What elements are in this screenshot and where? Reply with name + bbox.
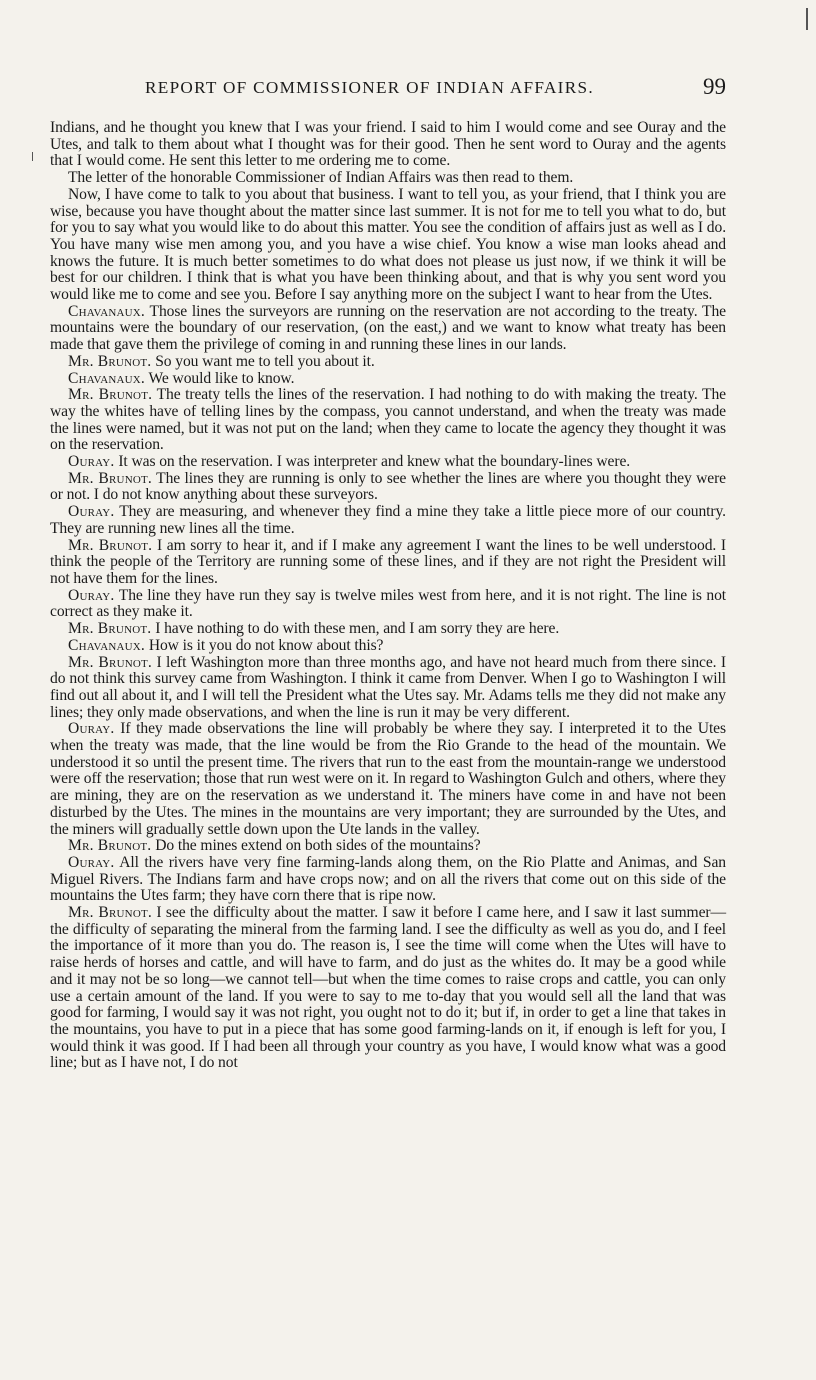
paragraph-text: I left Washington more than three months ago, and have not heard much from there since. I do not think this survey came from Washington. I think it came from Denver. When I go to Washington I will find out all about it, and I will tell the President what the Utes say. Mr. Adams tells me they did not make any lines; they only made observations, and when the line is run it may be very different. xyxy=(50,653,726,721)
paragraph-5 xyxy=(50,371,726,388)
paragraph-text: All the rivers have very fine farming-lands along them, on the Rio Platte and Animas, and San Miguel Rivers. The Indians farm and have crops now; and on all the rivers that come out on this side of the mountains the Utes farm; they have corn there that is ripe now. xyxy=(50,853,726,905)
page-header xyxy=(50,74,726,104)
paragraph-text: I am sorry to hear it, and if I make any agreement I want the lines to be well understood. I think the people of the Territory are running some of these lines, and if they are not right the President will not have them for the lines. xyxy=(50,536,726,587)
paragraph-text: So you want me to tell you about it. xyxy=(155,352,375,370)
speaker-name: Mr. Brunot. xyxy=(68,904,152,922)
paragraph-text: I have nothing to do with these men, and I am sorry they are here. xyxy=(155,620,560,638)
paragraph-text: If they made observations the line will probably be where they say. I interpreted it to the Utes when the treaty was made, that the line would be from the Rio Grande to the head of the mountain. We understood it so until the present time. The rivers that run to the east from the mountain-range we understood were off the reservation; those that run west were on it. In regard to Washington Gulch and others, where they are mining, they are on the reservation as we understand it. The miners have come in and have not been disturbed by the Utes. The mines in the mountains are very important; they are surrounded by the Utes, and the miners will gradually settle down upon the Ute lands in the valley. xyxy=(50,720,726,838)
paragraph-12 xyxy=(50,621,726,638)
speaker-name: Ouray. xyxy=(68,586,115,604)
scan-edge-mark-top xyxy=(806,8,808,30)
document-page xyxy=(50,74,726,1072)
speaker-name: Mr. Brunot. xyxy=(68,352,152,370)
speaker-name: Mr. Brunot. xyxy=(68,386,153,404)
paragraph-9 xyxy=(50,504,726,537)
paragraph-text: The line they have run they say is twelve miles west from here, and it is not right. The line is not correct as they make it. xyxy=(50,586,726,621)
paragraph-text: The lines they are running is only to see whether the lines are where you thought they were or not. I do not know anything about these surveyors. xyxy=(50,469,726,504)
speaker-name: Ouray. xyxy=(68,453,115,471)
speaker-name: Mr. Brunot. xyxy=(68,653,153,671)
scan-edge-mark-margin xyxy=(32,152,33,161)
paragraph-1 xyxy=(50,170,726,187)
paragraph-13 xyxy=(50,638,726,655)
paragraph-text: The treaty tells the lines of the reservation. I had nothing to do with making the treaty. The way the whites have of telling lines by the compass, you cannot understand, and when the treaty was made the lines were named, but it was not put on the land; when they came to locate the agency they thought it was on the reservation. xyxy=(50,386,726,454)
paragraph-11 xyxy=(50,588,726,621)
paragraph-4 xyxy=(50,354,726,371)
paragraph-10 xyxy=(50,538,726,588)
paragraph-2 xyxy=(50,187,726,304)
speaker-name: Chavanaux. xyxy=(68,636,146,654)
paragraph-8 xyxy=(50,471,726,504)
speaker-name: Mr. Brunot. xyxy=(68,837,152,855)
paragraph-text: Now, I have come to talk to you about that business. I want to tell you, as your friend, that I think you are wise, because you have thought about the matter since last summer. It is not for me to tell you what to do, but for you to say what you would like to do about this matter. You see the condition of affairs just as well as I do. You have many wise men among you, and you have a wise chief. You know a wise man looks ahead and knows the future. It is much better sometimes to do what does not please us just now, if we think it will be best for our children. I think that is what you have been thinking about, and that is why you sent word you would like me to come and see you. Before I say anything more on the subject I want to hear from the Utes. xyxy=(50,185,726,304)
speaker-name: Chavanaux. xyxy=(68,302,146,320)
paragraph-text: It was on the reservation. I was interpreter and knew what the boundary-lines were. xyxy=(118,453,631,471)
paragraph-text: Those lines the surveyors are running on the reservation are not according to the treaty. The mountains were the boundary of our reservation, (on the east,) and we want to know what treaty has been made that gave them the privilege of coming in and running these lines in our lands. xyxy=(50,302,726,354)
paragraph-17 xyxy=(50,855,726,905)
speaker-name: Ouray. xyxy=(68,503,115,521)
paragraph-text: They are measuring, and whenever they find a mine they take a little piece more of our country. They are running new lines all the time. xyxy=(50,503,726,537)
paragraph-text: How is it you do not know about this? xyxy=(148,636,384,654)
speaker-name: Mr. Brunot. xyxy=(68,536,153,554)
paragraph-16 xyxy=(50,838,726,855)
paragraph-6 xyxy=(50,387,726,454)
paragraph-3 xyxy=(50,304,726,354)
speaker-name: Mr. Brunot. xyxy=(68,469,152,487)
speaker-name: Ouray. xyxy=(68,853,115,871)
paragraph-7 xyxy=(50,454,726,471)
paragraph-14 xyxy=(50,655,726,722)
paragraph-text: The letter of the honorable Commissioner of Indian Affairs was then read to them. xyxy=(68,169,574,187)
page-number: 99 xyxy=(703,74,726,99)
paragraph-text: I see the difficulty about the matter. I saw it before I came here, and I saw it last summer—the difficulty of separating the mineral from the farming land. I see the difficulty as well as you do, and I feel the importance of it more than you do. The reason is, I see the time will come when the Utes will have to raise herds of horses and cattle, and will have to farm, and do just as the whites do. It may be a good while and it may not be so long—we cannot tell—but when the time comes to raise crops and cattle, you can only use a certain amount of the land. If you were to say to me to-day that you would sell all the land that was good for farming, I would say it was not right, you ought not to do it; but if, in order to get a line that takes in the mountains, you have to put in a piece that has some good farming-lands on it, if enough is left for you, I would think it was good. If I had been all through your country as you have, I would know what was a good line; but as I have not, I do not xyxy=(50,904,726,1072)
body-text xyxy=(50,120,726,1072)
paragraph-text: Indians, and he thought you knew that I was your friend. I said to him I would come and see Ouray and the Utes, and talk to them about what I thought was for their good. Then he sent word to Ouray and the agents that I would come. He sent this letter to me ordering me to come. xyxy=(50,119,726,170)
speaker-name: Mr. Brunot. xyxy=(68,620,152,638)
paragraph-0 xyxy=(50,120,726,170)
paragraph-15 xyxy=(50,721,726,838)
paragraph-text: We would like to know. xyxy=(148,369,295,387)
speaker-name: Ouray. xyxy=(68,720,115,738)
paragraph-text: Do the mines extend on both sides of the mountains? xyxy=(155,837,481,855)
speaker-name: Chavanaux. xyxy=(68,369,146,387)
paragraph-18 xyxy=(50,905,726,1072)
running-head: REPORT OF COMMISSIONER OF INDIAN AFFAIRS. xyxy=(145,78,594,97)
